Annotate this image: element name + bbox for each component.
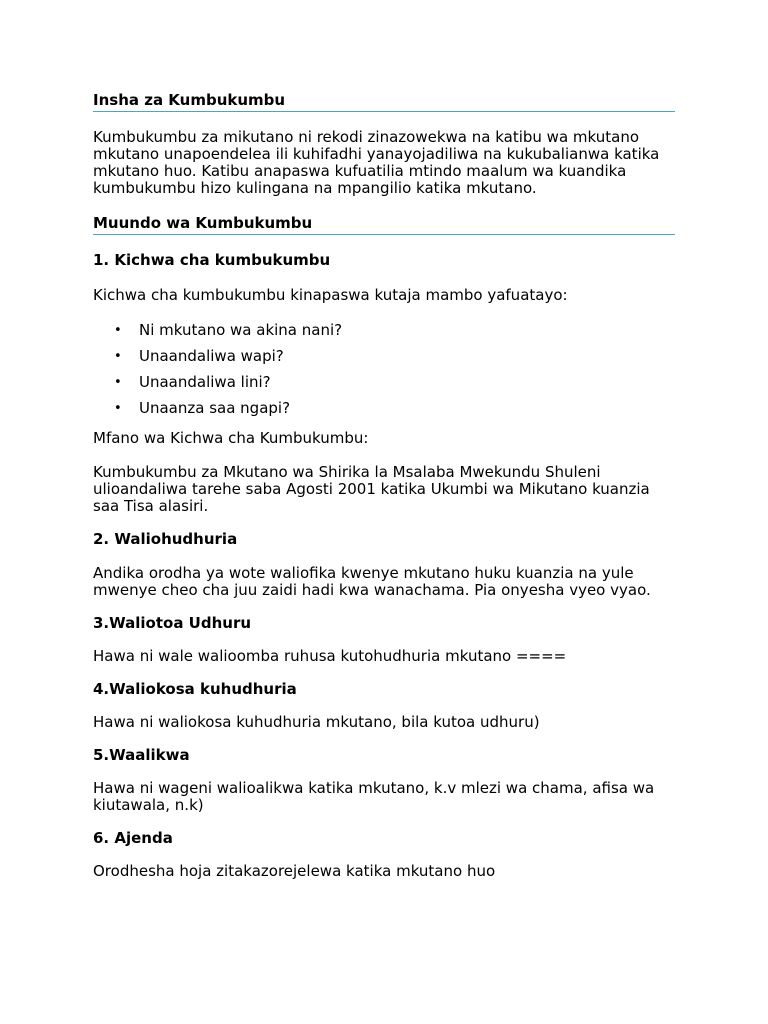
section-2-title: 2. Waliohudhuria — [93, 530, 238, 548]
document-body — [93, 91, 675, 880]
section-1-bullet-list — [93, 321, 675, 425]
section-4-title: 4.Waliokosa kuhudhuria — [93, 680, 297, 698]
list-item: • Unaandaliwa lini? — [114, 373, 271, 391]
bullet-icon: • — [114, 349, 122, 364]
section-3-text: Hawa ni wale walioomba ruhusa kutohudhuria mkutano ==== — [93, 647, 567, 665]
section-5-title: 5.Waalikwa — [93, 746, 190, 764]
section-5-text: Hawa ni wageni walioalikwa katika mkutano, k.v mlezi wa chama, afisa wa kiutawala, n.k) — [93, 779, 655, 814]
section-6-title: 6. Ajenda — [93, 829, 173, 847]
section-1-title: 1. Kichwa cha kumbukumbu — [93, 251, 331, 269]
bullet-icon: • — [114, 323, 122, 338]
section-6-text: Orodhesha hoja zitakazorejelewa katika mkutano huo — [93, 862, 496, 880]
list-item: • Unaanza saa ngapi? — [114, 399, 291, 417]
intro-paragraph: Kumbukumbu za mikutano ni rekodi zinazowekwa na katibu wa mkutano mkutano unapoendelea ili kuhifadhi yanayojadiliwa na kukubalianwa katika mkutano huo. Katibu anapaswa kufuatilia mtindo maalum wa kuandika kumbukumbu hizo kulingana na mpangilio katika mkutano. — [93, 128, 660, 197]
section-4-text: Hawa ni waliokosa kuhudhuria mkutano, bila kutoa udhuru) — [93, 713, 540, 731]
list-item: • Unaandaliwa wapi? — [114, 347, 284, 365]
structure-heading: Muundo wa Kumbukumbu — [93, 214, 675, 235]
section-2-text: Andika orodha ya wote waliofika kwenye mkutano huku kuanzia na yule mwenye cheo cha juu zaidi hadi kwa wanachama. Pia onyesha vyeo vyao. — [93, 564, 651, 599]
list-item: • Ni mkutano wa akina nani? — [114, 321, 343, 339]
section-1-example-text: Kumbukumbu za Mkutano wa Shirika la Msalaba Mwekundu Shuleni ulioandaliwa tarehe saba Agosti 2001 katika Ukumbi wa Mikutano kuanzia saa Tisa alasiri. — [93, 463, 650, 515]
section-3-title: 3.Waliotoa Udhuru — [93, 614, 252, 632]
bullet-icon: • — [114, 375, 122, 390]
document-title: Insha za Kumbukumbu — [93, 91, 675, 112]
section-1-example-label: Mfano wa Kichwa cha Kumbukumbu: — [93, 429, 369, 447]
bullet-icon: • — [114, 401, 122, 416]
section-1-lead: Kichwa cha kumbukumbu kinapaswa kutaja mambo yafuatayo: — [93, 286, 568, 304]
